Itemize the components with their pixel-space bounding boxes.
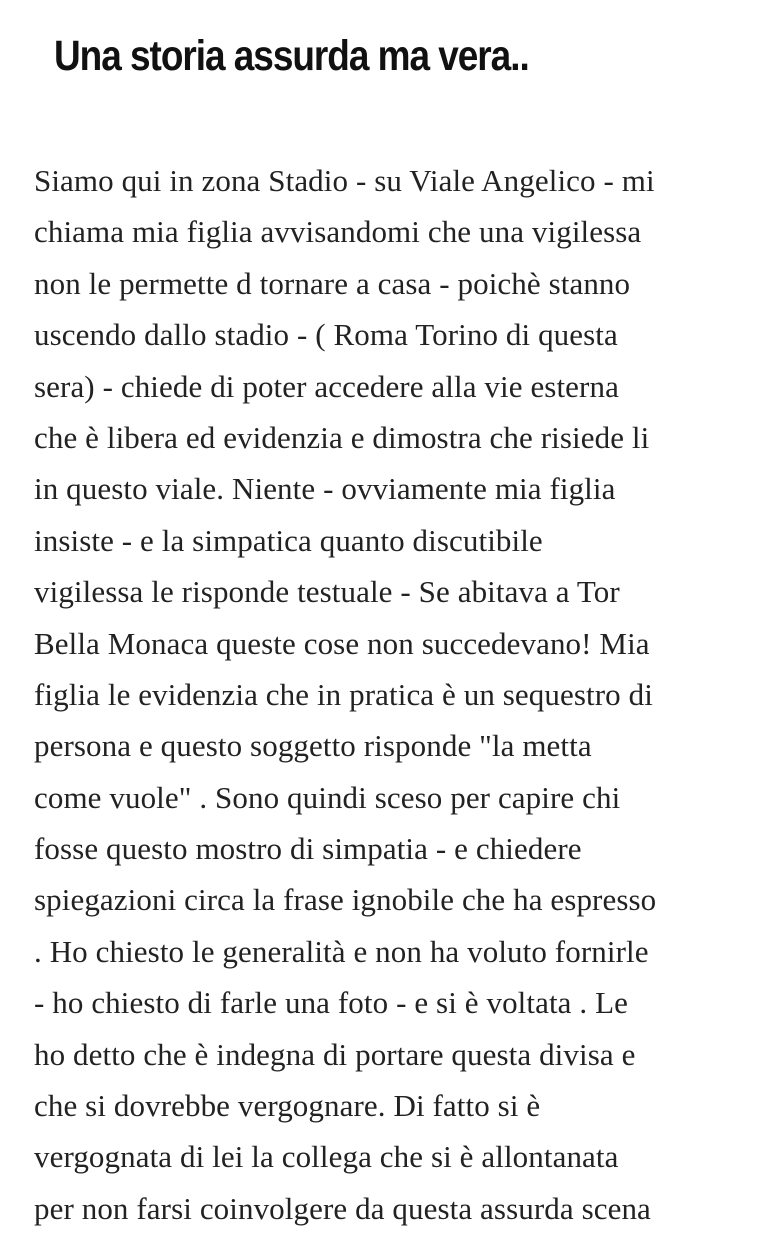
body-line: chiama mia figlia avvisandomi che una vigilessa xyxy=(34,214,642,250)
body-line: che si dovrebbe vergognare. Di fatto si è xyxy=(34,1088,541,1124)
body-line: per non farsi coinvolgere da questa assurda scena xyxy=(34,1190,651,1226)
article-title: Una storia assurda ma vera.. xyxy=(54,32,529,80)
body-line: ho detto che è indegna di portare questa divisa e xyxy=(34,1036,636,1072)
body-line: uscendo dallo stadio - ( Roma Torino di questa xyxy=(34,317,618,353)
body-line: sera) - chiede di poter accedere alla vie esterna xyxy=(34,368,619,404)
body-line: figlia le evidenzia che in pratica è un sequestro di xyxy=(34,676,653,712)
body-line: in questo viale. Niente - ovviamente mia figlia xyxy=(34,471,616,507)
article-body xyxy=(34,155,754,1234)
body-line: fosse questo mostro di simpatia - e chiedere xyxy=(34,831,582,867)
body-line: - ho chiesto di farle una foto - e si è voltata . Le xyxy=(34,985,628,1021)
body-line: che è libera ed evidenzia e dimostra che risiede li xyxy=(34,419,650,455)
body-line: non le permette d tornare a casa - poichè stanno xyxy=(34,265,631,301)
body-line: Siamo qui in zona Stadio - su Viale Angelico - mi xyxy=(34,163,655,198)
body-line: come vuole" . Sono quindi sceso per capire chi xyxy=(34,779,621,815)
body-line: vergognata di lei la collega che si è allontanata xyxy=(34,1139,619,1175)
body-line: vigilessa le risponde testuale - Se abitava a Tor xyxy=(34,574,620,610)
body-line: . Ho chiesto le generalità e non ha voluto fornirle xyxy=(34,933,649,969)
body-line: insiste - e la simpatica quanto discutibile xyxy=(34,522,543,558)
body-line: Bella Monaca queste cose non succedevano! Mia xyxy=(34,625,650,661)
body-line: spiegazioni circa la frase ignobile che ha espresso xyxy=(34,882,657,918)
body-line: persona e questo soggetto risponde "la metta xyxy=(34,728,592,764)
